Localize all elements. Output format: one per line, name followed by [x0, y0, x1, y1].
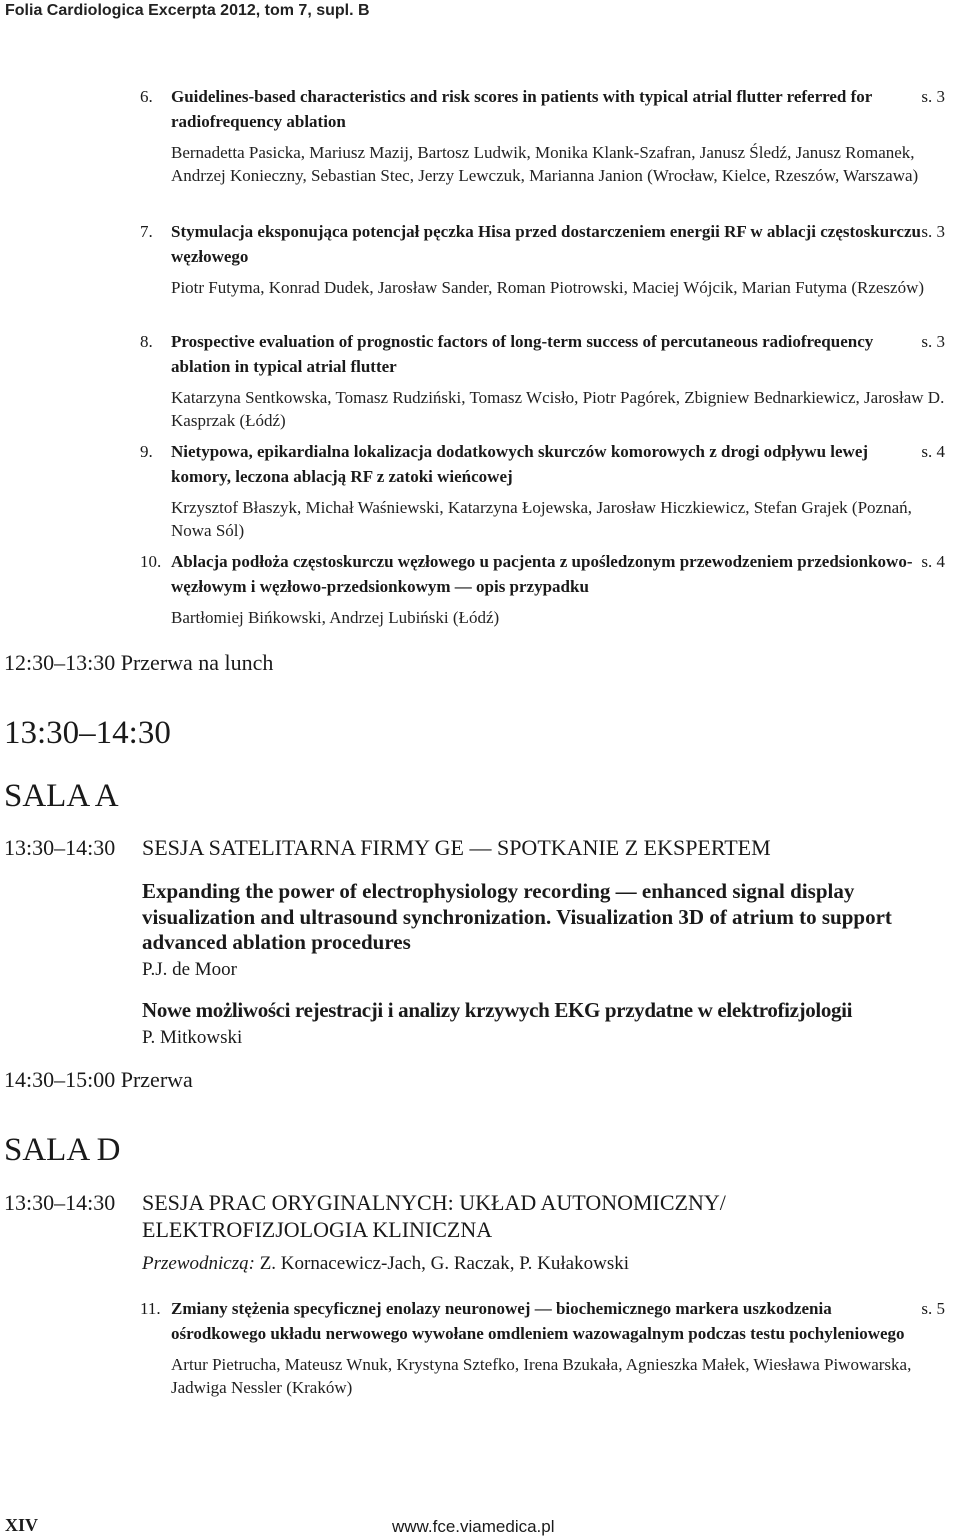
item-authors: Piotr Futyma, Konrad Dudek, Jarosław Sander, Roman Piotrowski, Maciej Wójcik, Marian Futyma (Rzeszów) — [171, 278, 925, 297]
item-number: 10. — [140, 552, 162, 571]
item-authors: Bartłomiej Bińkowski, Andrzej Lubiński (Łódź) — [171, 608, 500, 627]
footer-url[interactable]: www.fce.viamedica.pl — [392, 1517, 555, 1536]
item-page: s. 3 — [921, 87, 945, 106]
item-page: s. 3 — [921, 222, 945, 241]
session-title: SESJA PRAC ORYGINALNYCH: UKŁAD AUTONOMICZNY/ ELEKTROFIZJOLOGIA KLINICZNA — [142, 1190, 726, 1242]
item-title: s. 3 Prospective evaluation of prognostic factors of long-term success of percutaneous radiofrequency ablation in typical atrial flutter — [171, 332, 945, 376]
item-number: 11. — [140, 1299, 161, 1318]
item-number: 6. — [140, 87, 153, 106]
journal-header: Folia Cardiologica Excerpta 2012, tom 7, supl. B — [5, 2, 370, 19]
program-item-10 — [140, 550, 945, 629]
lunch-break: 12:30–13:30 Przerwa na lunch — [4, 650, 274, 675]
item-authors: Krzysztof Błaszyk, Michał Waśniewski, Katarzyna Łojewska, Jarosław Hiczkiewicz, Stefan Grajek (Poznań, Nowa Sól) — [171, 498, 912, 540]
item-authors: Bernadetta Pasicka, Mariusz Mazij, Bartosz Ludwik, Monika Klank-Szafran, Janusz Śledź, Janusz Romanek, Andrzej Konieczny, Sebastian Stec, Jerzy Lewczuk, Marianna Janion (Wrocław, Kielce, Rzeszów, Warszawa) — [171, 143, 919, 185]
break: 14:30–15:00 Przerwa — [4, 1067, 193, 1092]
item-page: s. 4 — [921, 442, 945, 461]
talk-title: Expanding the power of electrophysiology recording — enhanced signal display visualization and ultrasound synchronization. Visualization 3D of atrium to support advanced ablation procedures — [142, 879, 892, 954]
time-heading: 13:30–14:30 — [4, 715, 171, 751]
session-time: 13:30–14:30 — [4, 1190, 116, 1215]
session-d-heading — [4, 1189, 904, 1243]
item-number: 7. — [140, 222, 153, 241]
item-authors: Artur Pietrucha, Mateusz Wnuk, Krystyna Sztefko, Irena Bzukała, Agnieszka Małek, Wiesława Piwowarska, Jadwiga Nessler (Kraków) — [171, 1355, 912, 1397]
item-page: s. 4 — [921, 552, 945, 571]
item-title: s. 4 Nietypowa, epikardialna lokalizacja dodatkowych skurczów komorowych z drogi odpływu lewej komory, leczona ablacją RF z zatoki wieńcowej — [171, 442, 945, 486]
sala-d-heading: SALA D — [4, 1132, 121, 1168]
program-item-6 — [140, 85, 945, 187]
item-title: s. 3 Stymulacja eksponująca potencjał pęczka Hisa przed dostarczeniem energii RF w ablacji częstoskurczu węzłowego — [171, 222, 945, 266]
chairs — [142, 1253, 629, 1275]
session-time: 13:30–14:30 — [4, 835, 116, 860]
item-page: s. 5 — [921, 1299, 945, 1318]
item-title: s. 3 Guidelines-based characteristics and risk scores in patients with typical atrial flutter referred for radiofrequency ablation — [171, 87, 945, 131]
program-item-8 — [140, 330, 945, 432]
sala-a-heading: SALA A — [4, 778, 119, 814]
session-a-heading — [4, 835, 771, 861]
chairs-names: Z. Kornacewicz-Jach, G. Raczak, P. Kułakowski — [259, 1253, 630, 1274]
item-number: 9. — [140, 442, 153, 461]
item-title: s. 4 Ablacja podłoża częstoskurczu węzłowego u pacjenta z upośledzonym przewodzeniem przedsionkowo-węzłowym i węzłowo-przedsionkowym — opis przypadku — [171, 552, 945, 596]
talk-speaker: P.J. de Moor — [142, 958, 238, 980]
talk-title: Nowe możliwości rejestracji i analizy krzywych EKG przydatne w elektrofizjologii — [142, 998, 853, 1022]
item-authors: Katarzyna Sentkowska, Tomasz Rudziński, Tomasz Wcisło, Piotr Pagórek, Zbigniew Bednarkiewicz, Jarosław D. Kasprzak (Łódź) — [171, 388, 945, 430]
talk-1 — [142, 879, 957, 982]
talk-speaker: P. Mitkowski — [142, 1026, 243, 1048]
item-title: s. 5 Zmiany stężenia specyficznej enolazy neuronowej — biochemicznego markera uszkodzenia ośrodkowego układu nerwowego wywołane omdleniem wazowagalnym podczas testu pochyleniowego — [171, 1299, 945, 1343]
chairs-label: Przewodniczą: — [142, 1253, 255, 1274]
session-title: SESJA SATELITARNA FIRMY GE — SPOTKANIE Z EKSPERTEM — [142, 835, 771, 860]
item-page: s. 3 — [921, 332, 945, 351]
item-number: 8. — [140, 332, 153, 351]
program-item-9 — [140, 440, 945, 542]
program-item-7 — [140, 220, 945, 299]
program-item-11 — [140, 1297, 945, 1399]
talk-2 — [142, 998, 957, 1050]
page-number: XIV — [5, 1515, 39, 1535]
